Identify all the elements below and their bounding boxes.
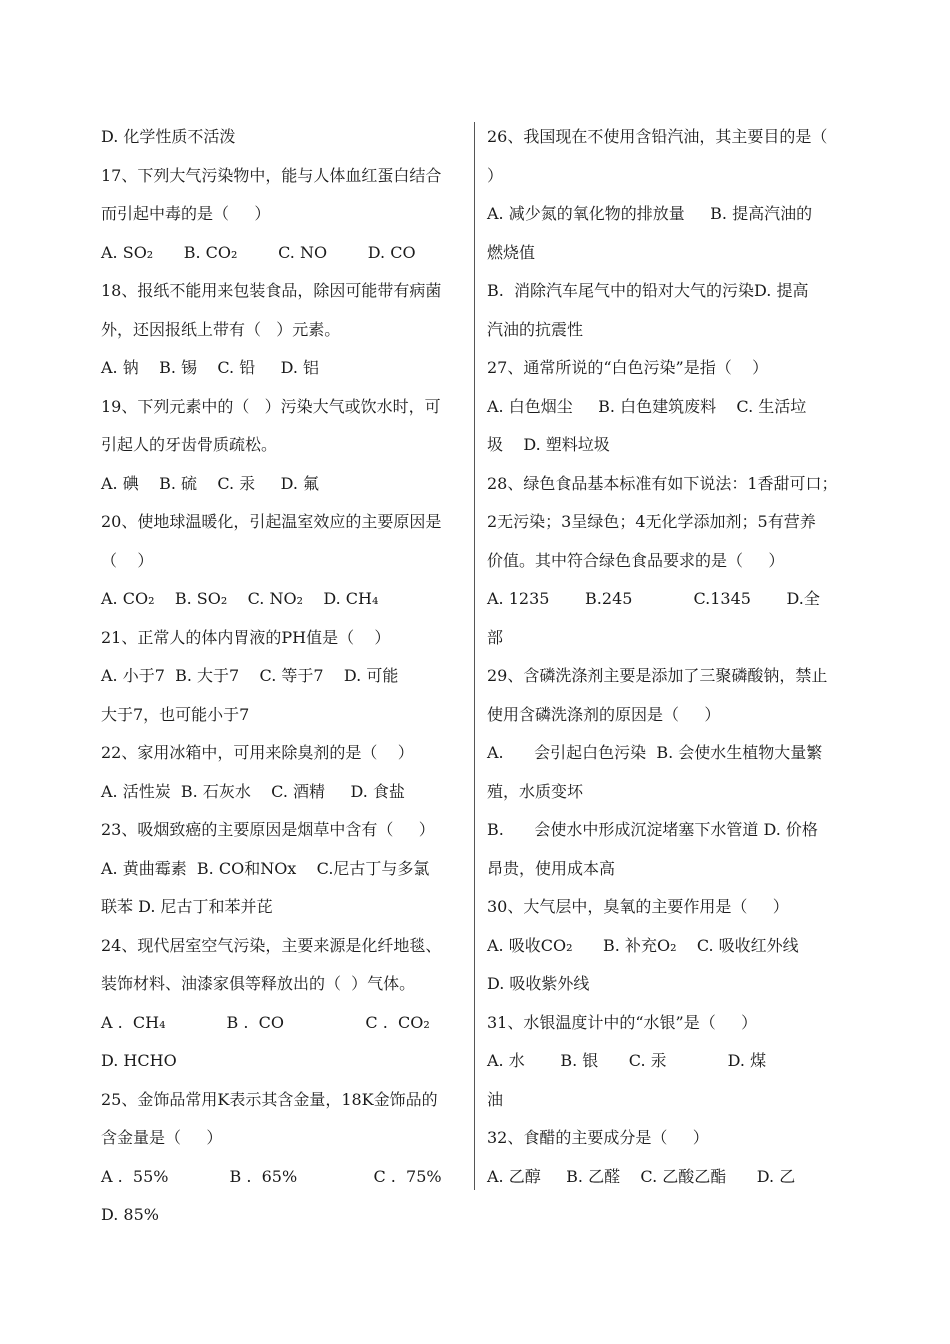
text-line: ） [487,165,504,185]
question-29: 29、含磷洗涤剂主要是添加了三聚磷酸钠，禁止 [487,666,828,685]
options-23: A. 黄曲霉素 B. CO和NOx C.尼古丁与多氯 [101,858,430,878]
text-line: 价值。其中符合绿色食品要求的是（ ） [487,550,785,570]
options-27: A. 白色烟尘 B. 白色建筑废料 C. 生活垃 [487,396,807,416]
question-27: 27、通常所说的“白色污染”是指（ ） [487,358,769,377]
options-25: A . 55% B . 65% C . 75% [101,1166,442,1186]
question-26: 26、我国现在不使用含铅汽油，其主要目的是（ [487,127,828,146]
text-line: D. 85% [101,1205,159,1224]
text-line: 使用含磷洗涤剂的原因是（ ） [487,704,721,724]
options-22: A. 活性炭 B. 石灰水 C. 酒精 D. 食盐 [101,781,405,801]
options-21: A. 小于7 B. 大于7 C. 等于7 D. 可能 [101,666,399,685]
text-line: 引起人的牙齿骨质疏松。 [101,435,278,454]
question-18: 18、报纸不能用来包装食品，除因可能带有病菌 [101,281,442,300]
text-line: 圾 D. 塑料垃圾 [487,435,610,454]
text-line: D. 化学性质不活泼 [101,127,236,146]
options-18: A. 钠 B. 锡 C. 铅 D. 铝 [101,358,320,377]
column-divider [474,122,475,1190]
text-line: D. 吸收紫外线 [487,974,590,993]
question-17: 17、下列大气污染物中，能与人体血红蛋白结合 [101,165,442,185]
text-line: 2无污染；3呈绿色；4无化学添加剂；5有营养 [487,512,816,531]
question-24: 24、现代居室空气污染，主要来源是化纤地毯、 [101,935,442,955]
options-28: A. 1235 B.245 C.1345 D.全 [487,589,820,608]
text-line: 燃烧值 [487,242,536,262]
text-line: 装饰材料、油漆家俱等释放出的（ ）气体。 [101,974,416,993]
options-30: A. 吸收CO₂ B. 补充O₂ C. 吸收红外线 [487,935,799,955]
question-23: 23、吸烟致癌的主要原因是烟草中含有（ ） [101,820,435,839]
question-21: 21、正常人的体内胃液的PH值是（ ） [101,627,391,647]
options-24: A . CH₄ B . CO C . CO₂ [101,1012,430,1032]
question-30: 30、大气层中，臭氧的主要作用是（ ） [487,897,789,916]
text-line: 油 [487,1089,504,1109]
question-32: 32、食醋的主要成分是（ ） [487,1128,709,1147]
options-31: A. 水 B. 银 C. 汞 D. 煤 [487,1051,767,1070]
text-line: 外，还因报纸上带有（ ）元素。 [101,319,341,339]
text-line: B. 消除汽车尾气中的铅对大气的污染D. 提高 [487,281,809,300]
text-line: 而引起中毒的是（ ） [101,204,271,223]
question-20: 20、使地球温暖化，引起温室效应的主要原因是 [101,512,442,531]
text-line: 联苯 D. 尼古丁和苯并芘 [101,897,273,916]
text-line: B. 会使水中形成沉淀堵塞下水管道 D. 价格 [487,820,818,839]
text-line: 昂贵，使用成本高 [487,858,616,878]
options-20: A. CO₂ B. SO₂ C. NO₂ D. CH₄ [101,589,379,608]
options-19: A. 碘 B. 硫 C. 汞 D. 氟 [101,473,320,493]
options-29: A. 会引起白色污染 B. 会使水生植物大量繁 [487,743,823,762]
text-line: （ ） [101,550,154,570]
text-line: 部 [487,627,504,647]
question-22: 22、家用冰箱中，可用来除臭剂的是（ ） [101,743,414,762]
text-line: 大于7，也可能小于7 [101,704,250,724]
options-26: A. 减少氮的氧化物的排放量 B. 提高汽油的 [487,204,813,223]
options-17: A. SO₂ B. CO₂ C. NO D. CO [101,242,416,262]
left-column [101,118,465,1235]
text-line: 殖，水质变坏 [487,781,584,801]
text-line: 汽油的抗震性 [487,319,584,339]
question-19: 19、下列元素中的（ ）污染大气或饮水时，可 [101,396,441,416]
question-31: 31、水银温度计中的“水银”是（ ） [487,1012,758,1032]
text-line: 含金量是（ ） [101,1128,223,1147]
text-line: D. HCHO [101,1051,177,1070]
options-32: A. 乙醇 B. 乙醛 C. 乙酸乙酯 D. 乙 [487,1166,796,1186]
question-25: 25、金饰品常用K表示其含金量，18K金饰品的 [101,1089,438,1109]
question-28: 28、绿色食品基本标准有如下说法：1香甜可口； [487,473,838,493]
right-column [487,118,850,1196]
